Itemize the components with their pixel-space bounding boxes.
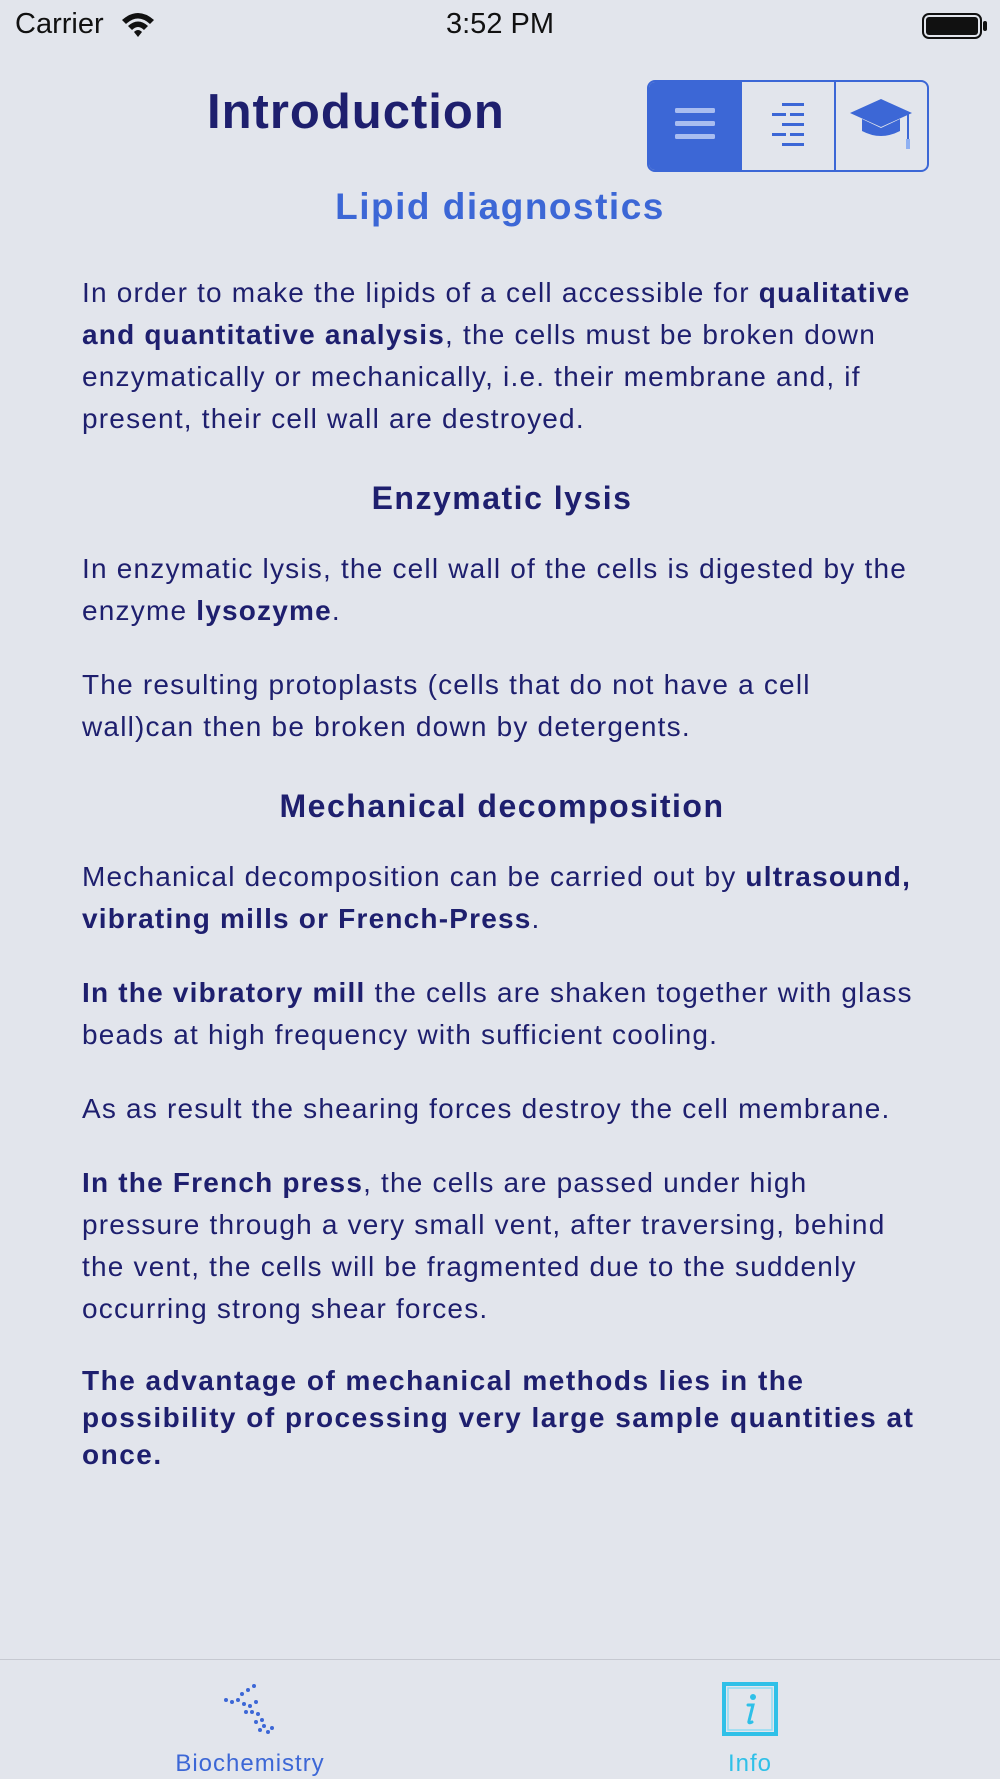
view-option-outline[interactable] (742, 82, 835, 170)
text-run: the cells are shaken together with glass beads at high frequency with sufficient cooling. (82, 977, 913, 1050)
status-bar (0, 0, 1000, 52)
view-option-quiz[interactable] (836, 82, 927, 170)
paragraph: As as result the shearing forces destroy the cell membrane. (82, 1093, 891, 1124)
text-run: , the cells must be broken down enzymatically or mechanically, i.e. their membrane and, if present, their cell wall are destroyed. (82, 319, 876, 434)
text-run: In order to make the lipids of a cell accessible for (82, 277, 759, 308)
bold-text: In the French press (82, 1167, 364, 1198)
article-title: Lipid diagnostics (335, 186, 665, 227)
text-run: , the cells are passed under high pressure through a very small vent, after traversing, behind the vent, the cells will be fragmented due to the suddenly occurring strong shear forces. (82, 1167, 886, 1324)
highlight-paragraph: The advantage of mechanical methods lies in the possibility of processing very large sample quantities at once. (82, 1365, 915, 1470)
molecule-icon (220, 1680, 280, 1738)
tab-bar (0, 1659, 1000, 1779)
text-run: In enzymatic lysis, the cell wall of the cells is digested by the enzyme (82, 553, 908, 626)
article-body (82, 272, 922, 1505)
paragraph (82, 1162, 922, 1330)
bold-text: In the vibratory mill (82, 977, 366, 1008)
graduation-cap-icon (848, 95, 914, 158)
clock: 3:52 PM (446, 8, 554, 40)
tab-biochemistry[interactable] (150, 1660, 350, 1779)
paragraph (82, 548, 922, 632)
paragraph (82, 856, 922, 940)
page-title: Introduction (207, 85, 505, 139)
view-switcher (647, 80, 929, 172)
tab-label: Info (727, 1750, 773, 1777)
view-option-list[interactable] (649, 82, 742, 170)
list-icon (673, 104, 717, 149)
paragraph (82, 272, 922, 440)
paragraph: The resulting protoplasts (cells that do not have a cell wall)can then be broken down by detergents. (82, 669, 811, 742)
text-run: . (331, 595, 341, 626)
bold-text: lysozyme (196, 595, 332, 626)
outline-icon (768, 101, 808, 152)
carrier-label: Carrier (15, 8, 104, 40)
tab-label: Biochemistry (175, 1750, 325, 1777)
heading-enzymatic-lysis: Enzymatic lysis (371, 480, 633, 516)
bold-text: ultrasound, vibrating mills or French-Press (82, 861, 912, 934)
battery-icon (922, 12, 988, 45)
tab-info[interactable] (650, 1660, 850, 1779)
text-run: . (531, 903, 541, 934)
heading-mechanical-decomposition: Mechanical decomposition (279, 788, 725, 824)
text-run: Mechanical decomposition can be carried out by (82, 861, 746, 892)
info-icon (721, 1680, 779, 1738)
paragraph (82, 972, 922, 1056)
bold-text: qualitative and quantitative analysis (82, 277, 911, 350)
